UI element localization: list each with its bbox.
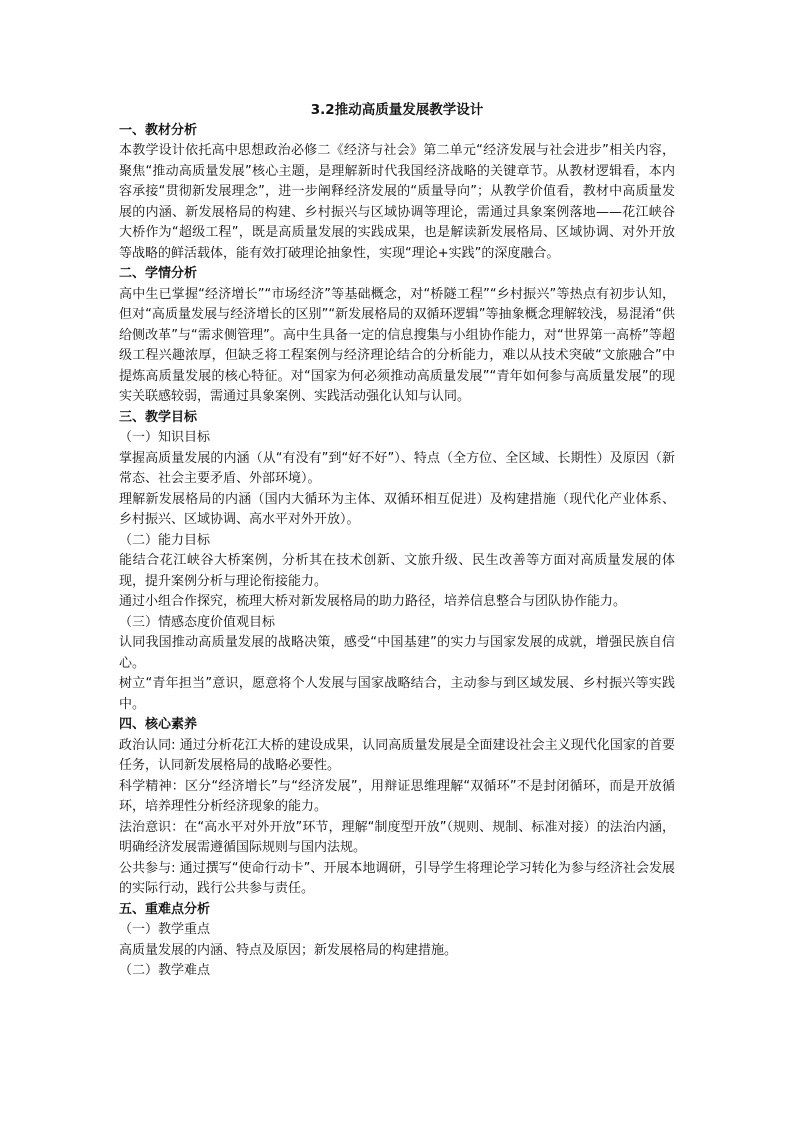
subheading-knowledge-goals: （一）知识目标 [119, 430, 211, 445]
paragraph-emotion-goal-2: 树立“青年担当”意识，愿意将个人发展与国家战略结合，主动参与到区域发展、乡村振兴等实践中。 [119, 676, 675, 712]
section-heading-textbook-analysis: 一、教材分析 [119, 122, 198, 138]
paragraph-ability-goal-2: 通过小组合作探究，梳理大桥对新发展格局的助力路径，培养信息整合与团队协作能力。 [119, 594, 627, 609]
section-heading-core-literacy: 四、核心素养 [119, 717, 198, 732]
document-title: 3.2推动高质量发展教学设计 [310, 102, 484, 118]
paragraph-knowledge-goal-1: 掌握高质量发展的内涵（从“有没有”到“好不好”）、特点（全方位、全区域、长期性）及原因（新常态、社会主要矛盾、外部环境）。 [119, 450, 675, 486]
paragraph-public-participation: 公共参与: 通过撰写“使命行动卡”、开展本地调研，引导学生将理论学习转化为参与经济社会发展的实际行动，践行公共参与责任。 [119, 860, 675, 896]
paragraph-knowledge-goal-2: 理解新发展格局的内涵（国内大循环为主体、双循环相互促进）及构建措施（现代化产业体系、乡村振兴、区域协调、高水平对外开放）。 [119, 491, 675, 527]
paragraph-scientific-spirit: 科学精神：区分“经济增长”与“经济发展”，用辩证思维理解“双循环”不是封闭循环，而是开放循环，培养理性分析经济现象的能力。 [119, 778, 675, 814]
section-heading-learner-analysis: 二、学情分析 [119, 266, 198, 281]
paragraph-political-identity: 政治认同: 通过分析花江大桥的建设成果，认同高质量发展是全面建设社会主义现代化国家的首要任务，认同新发展格局的战略必要性。 [119, 737, 675, 773]
subheading-teaching-key-points: （一）教学重点 [119, 922, 211, 937]
paragraph-learner-analysis: 高中生已掌握“经济增长”“市场经济”等基础概念，对“桥隧工程”“乡村振兴”等热点有初步认知，但对“高质量发展与经济增长的区别”“新发展格局的双循环逻辑”等抽象概念理解较浅，易混淆“供给侧改革”与“需求侧管理”。高中生具备一定的信息搜集与小组协作能力，对“世界第一高桥”等超级工程兴趣浓厚，但缺乏将工程案例与经济理论结合的分析能力，难以从技术突破“文旅融合”中提炼高质量发展的核心特征。对“国家为何必须推动高质量发展”“青年如何参与高质量发展”的现实关联感较弱，需通过具象案例、实践活动强化认知与认同。 [119, 286, 675, 404]
paragraph-emotion-goal-1: 认同我国推动高质量发展的战略决策，感受“中国基建”的实力与国家发展的成就，增强民族自信心。 [119, 635, 675, 671]
section-heading-teaching-goals: 三、教学目标 [119, 409, 198, 425]
document-page [119, 100, 675, 982]
paragraph-textbook-analysis: 本教学设计依托高中思想政治必修二《经济与社会》第二单元“经济发展与社会进步”相关内容，聚焦“推动高质量发展”核心主题，是理解新时代我国经济战略的关键章节。从教材逻辑看，本内容承接“贯彻新发展理念”，进一步阐释经济发展的“质量导向”；从教学价值看，教材中高质量发展的内涵、新发展格局的构建、乡村振兴与区域协调等理论，需通过具象案例落地——花江峡谷大桥作为“超级工程”，既是高质量发展的实践成果，也是解读新发展格局、区域协调、对外开放等战略的鲜活载体，能有效打破理论抽象性，实现“理论+实践”的深度融合。 [119, 143, 675, 261]
subheading-emotion-goals: （三）情感态度价值观目标 [119, 614, 276, 630]
paragraph-teaching-key-points: 高质量发展的内涵、特点及原因；新发展格局的构建措施。 [119, 942, 458, 958]
paragraph-ability-goal-1: 能结合花江峡谷大桥案例，分析其在技术创新、文旅升级、民生改善等方面对高质量发展的体现，提升案例分析与理论衔接能力。 [119, 553, 675, 589]
section-heading-key-difficult-points: 五、重难点分析 [119, 901, 211, 917]
paragraph-rule-of-law: 法治意识：在“高水平对外开放”环节，理解“制度型开放”（规则、规制、标准对接）的法治内涵，明确经济发展需遵循国际规则与国内法规。 [119, 819, 675, 855]
subheading-ability-goals: （二）能力目标 [119, 532, 211, 548]
subheading-teaching-difficult-points: （二）教学难点 [119, 963, 211, 978]
